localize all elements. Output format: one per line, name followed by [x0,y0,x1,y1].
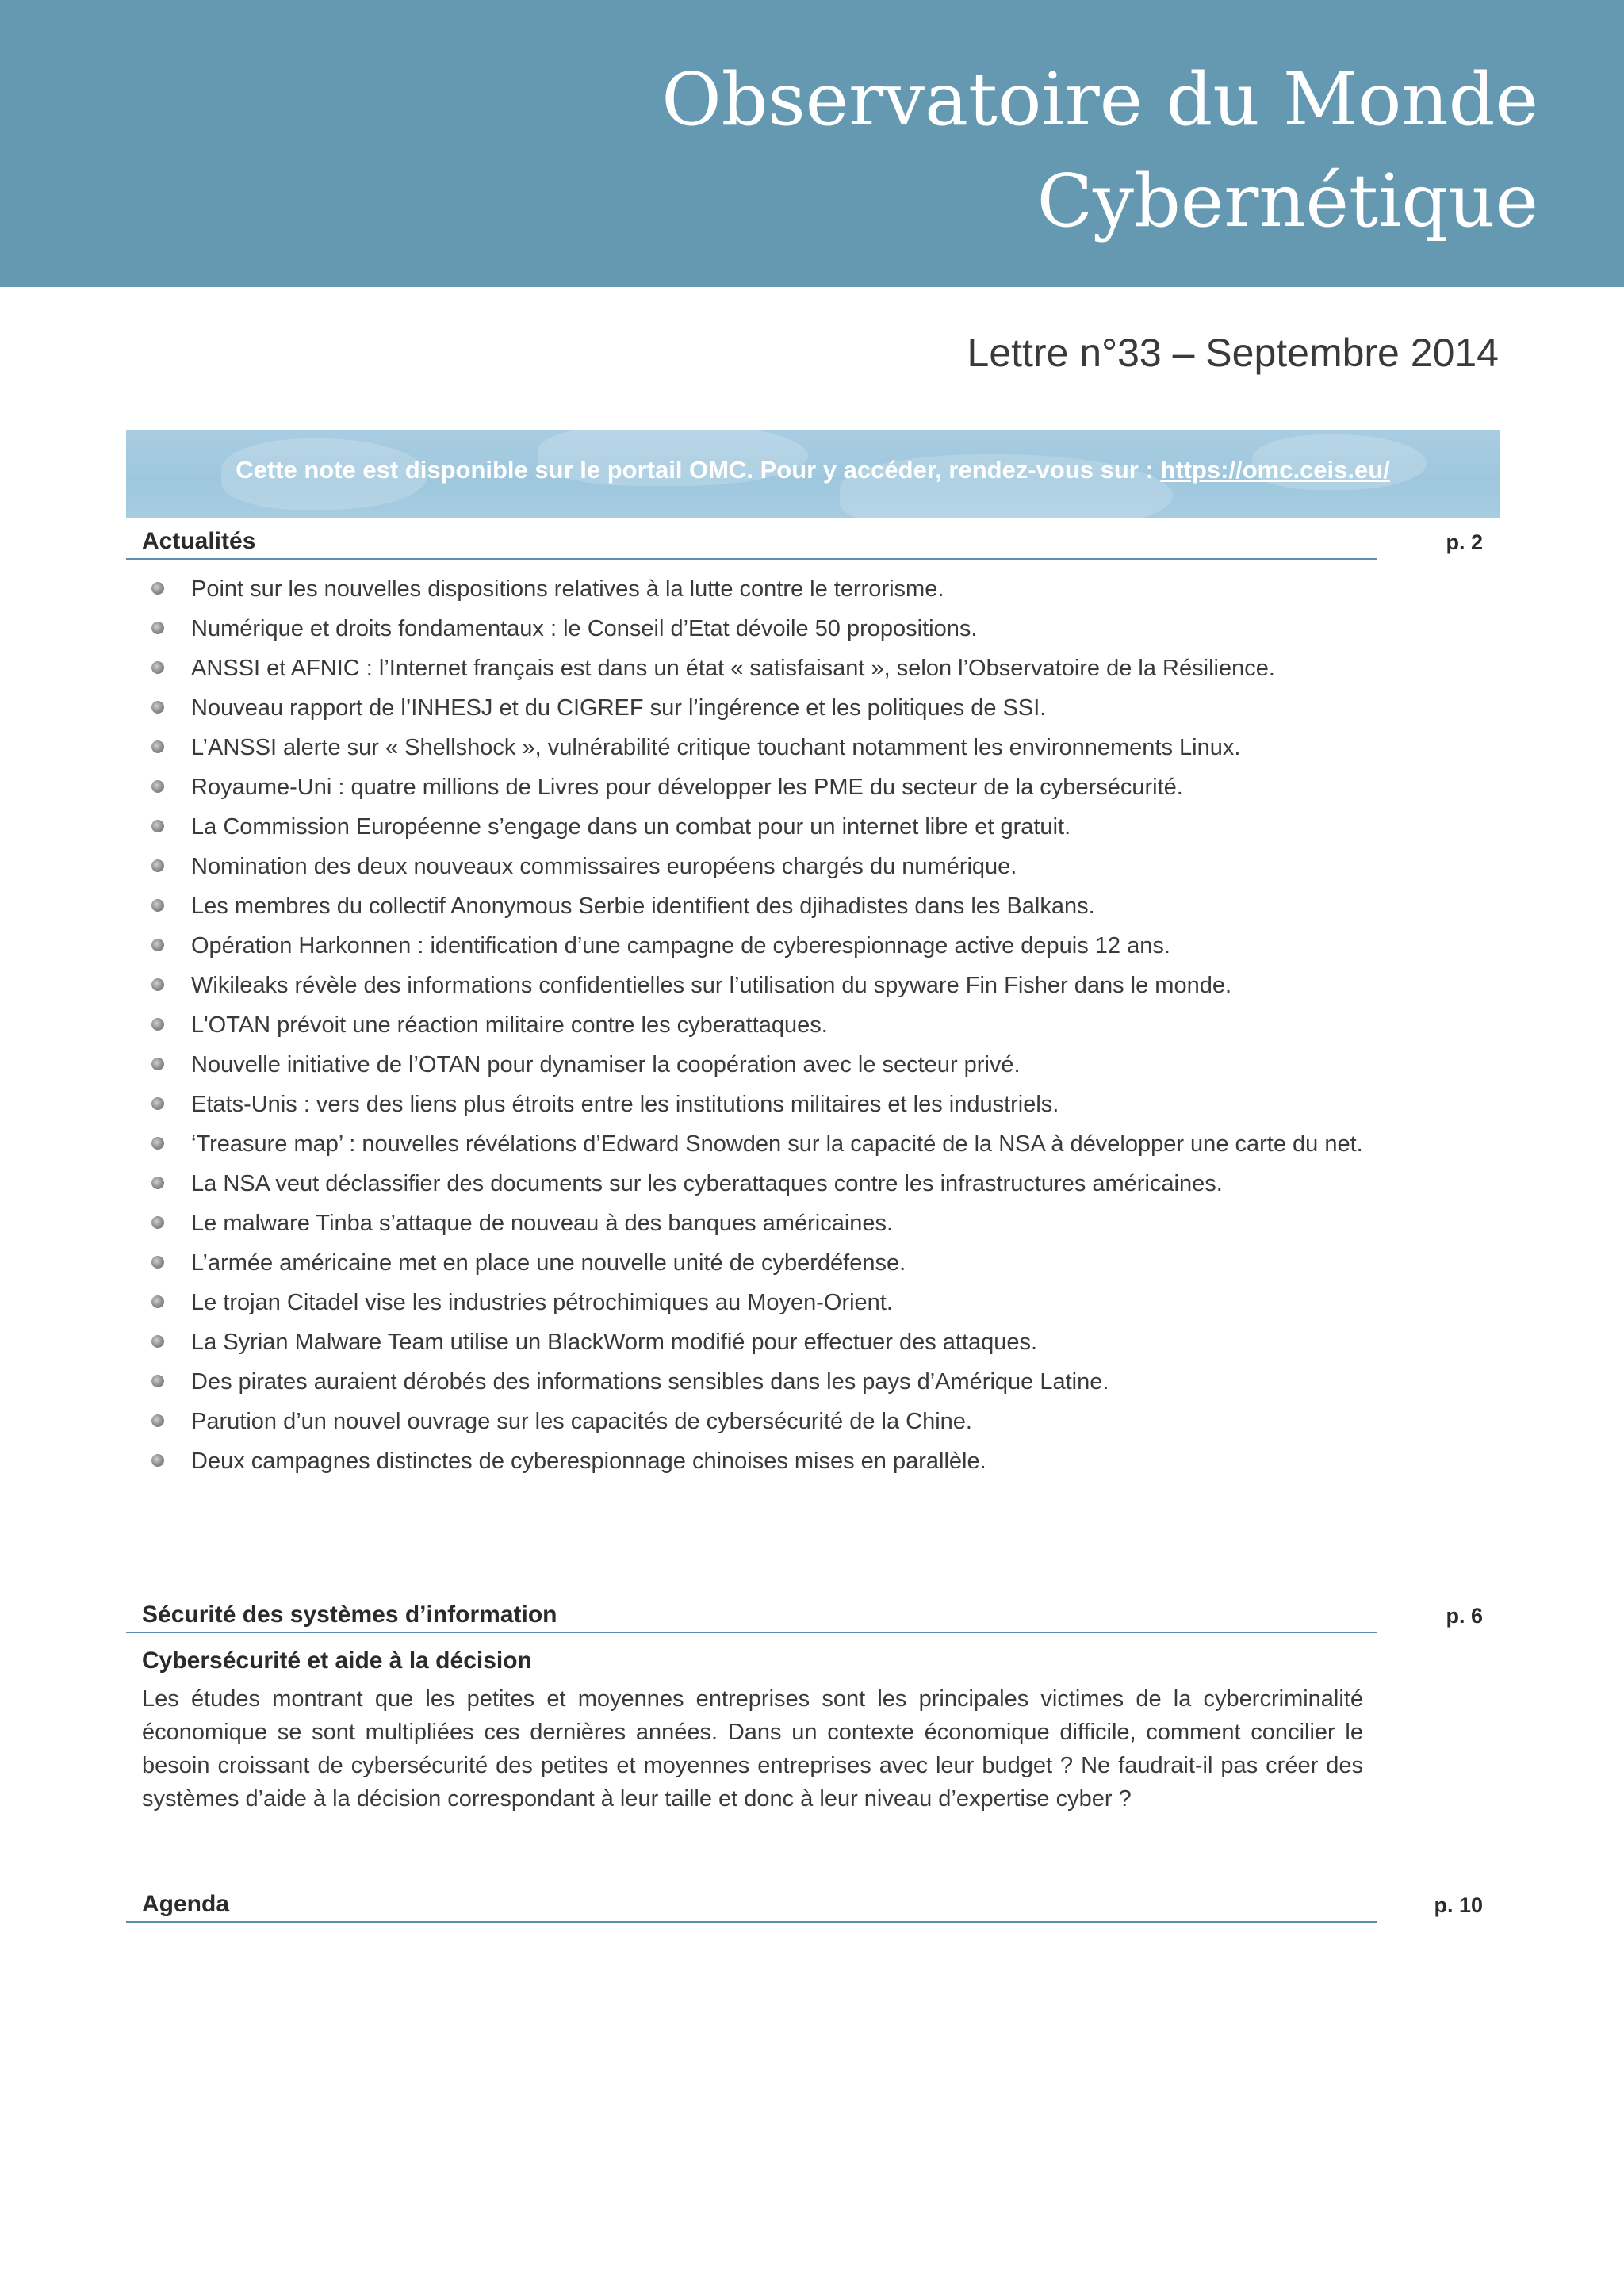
news-item: La Syrian Malware Team utilise un BlackWorm modifié pour effectuer des attaques. [147,1326,1364,1359]
section-header-agenda [126,1889,1377,1923]
news-item: Opération Harkonnen : identification d’une campagne de cyberespionnage active depuis 12 ans. [147,929,1364,962]
news-item: L’armée américaine met en place une nouvelle unité de cyberdéfense. [147,1246,1364,1280]
section-header-actualites [126,526,1377,560]
title-line-1: Observatoire du Monde [661,57,1538,142]
notice-text [126,456,1500,484]
news-item: Des pirates auraient dérobés des informations sensibles dans les pays d’Amérique Latine. [147,1365,1364,1399]
news-item: Les membres du collectif Anonymous Serbie identifient des djihadistes dans les Balkans. [147,890,1364,923]
section-header-securite [126,1600,1377,1633]
section-title-actualites: Actualités [142,528,256,554]
news-item: La Commission Européenne s’engage dans un combat pour un internet libre et gratuit. [147,810,1364,844]
news-item: ANSSI et AFNIC : l’Internet français est dans un état « satisfaisant », selon l’Observatoire de la Résilience. [147,652,1364,685]
portal-link[interactable]: https://omc.ceis.eu/ [1160,456,1390,484]
article-summary: Les études montrant que les petites et moyennes entreprises sont les principales victimes de la cybercriminalité économique se sont multipliées ces dernières années. Dans un contexte économique difficile, comment concilier le besoin croissant de cybersécurité des petites et moyennes entreprises avec leur budget ? Ne faudrait-il pas créer des systèmes d’aide à la décision correspondant à leur taille et donc à leur niveau d’expertise cyber ? [142,1686,1363,1812]
news-item: L'OTAN prévoit une réaction militaire contre les cyberattaques. [147,1008,1364,1042]
news-item: Nouvelle initiative de l’OTAN pour dynamiser la coopération avec le secteur privé. [147,1048,1364,1081]
notice-message: Cette note est disponible sur le portail OMC. Pour y accéder, rendez-vous sur : [236,456,1161,484]
news-item: Le malware Tinba s’attaque de nouveau à des banques américaines. [147,1207,1364,1240]
news-item: Etats-Unis : vers des liens plus étroits entre les institutions militaires et les industriels. [147,1088,1364,1121]
news-item: Numérique et droits fondamentaux : le Conseil d’Etat dévoile 50 propositions. [147,612,1364,645]
news-item: Le trojan Citadel vise les industries pétrochimiques au Moyen-Orient. [147,1286,1364,1319]
news-item: L’ANSSI alerte sur « Shellshock », vulnérabilité critique touchant notamment les environnements Linux. [147,731,1364,764]
news-item: Nomination des deux nouveaux commissaires européens chargés du numérique. [147,850,1364,883]
page-ref-securite: p. 6 [1446,1604,1483,1628]
portal-notice-banner [126,430,1500,518]
page-ref-actualites: p. 2 [1446,530,1483,554]
publication-title [428,49,1538,252]
news-item: Parution d’un nouvel ouvrage sur les capacités de cybersécurité de la Chine. [147,1405,1364,1438]
news-item: Wikileaks révèle des informations confidentielles sur l’utilisation du spyware Fin Fisher dans le monde. [147,969,1364,1002]
news-item: Nouveau rapport de l’INHESJ et du CIGREF sur l’ingérence et les politiques de SSI. [147,691,1364,725]
news-list [147,572,1364,1484]
section-title-agenda: Agenda [142,1891,230,1917]
header-band [0,0,1624,287]
page-ref-agenda: p. 10 [1434,1893,1483,1917]
news-item: Royaume-Uni : quatre millions de Livres pour développer les PME du secteur de la cybersécurité. [147,771,1364,804]
title-line-2: Cybernétique [1036,159,1538,243]
news-item: Point sur les nouvelles dispositions relatives à la lutte contre le terrorisme. [147,572,1364,606]
news-item: ‘Treasure map’ : nouvelles révélations d’Edward Snowden sur la capacité de la NSA à développer une carte du net. [147,1127,1364,1161]
section-title-securite: Sécurité des systèmes d’information [142,1601,557,1628]
article-subtitle: Cybersécurité et aide à la décision [142,1647,532,1674]
issue-number: Lettre n°33 – Septembre 2014 [967,331,1499,375]
news-item: La NSA veut déclassifier des documents sur les cyberattaques contre les infrastructures américaines. [147,1167,1364,1200]
news-item: Deux campagnes distinctes de cyberespionnage chinoises mises en parallèle. [147,1445,1364,1478]
